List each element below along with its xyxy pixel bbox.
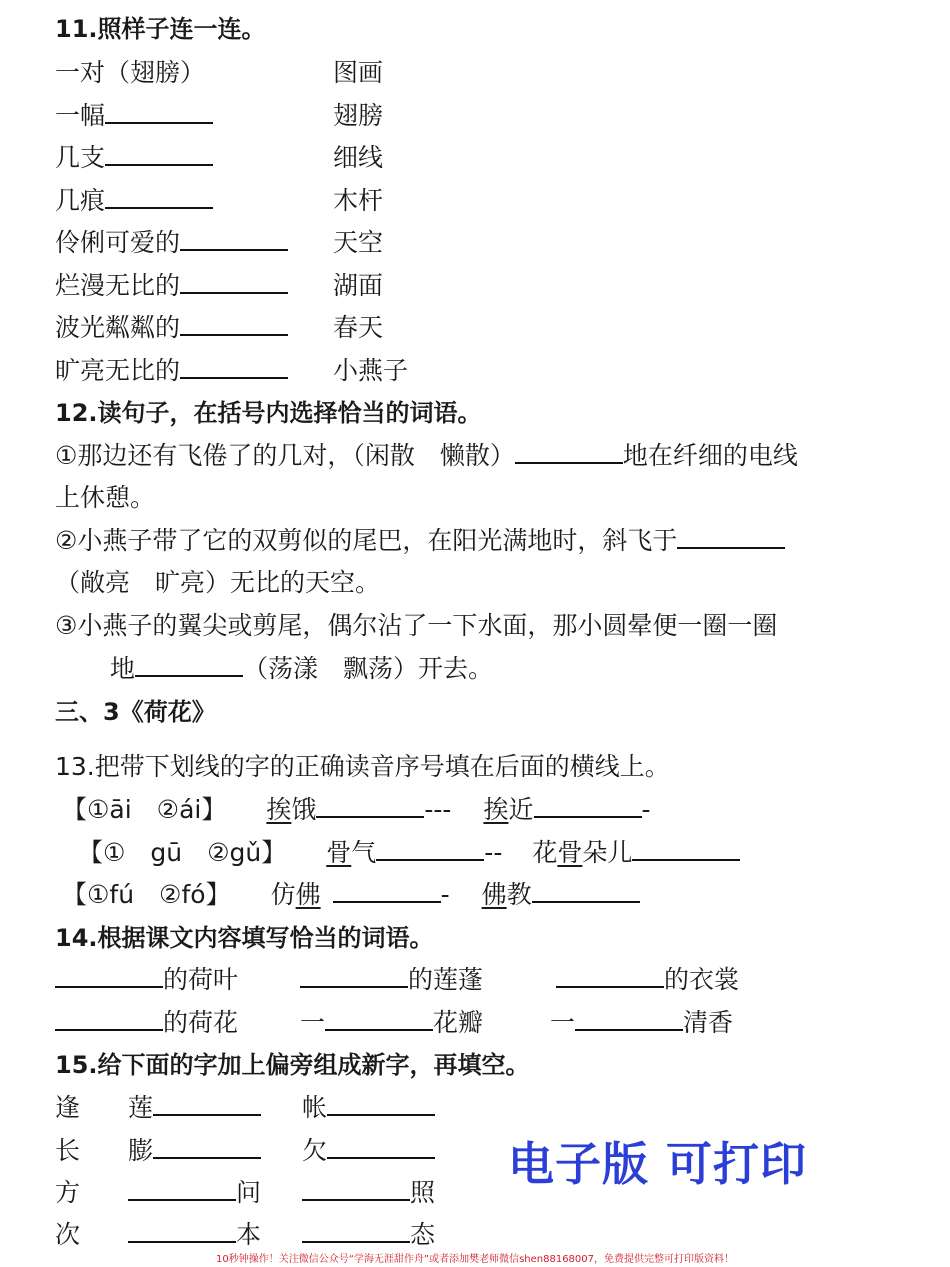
q15-char: 次: [55, 1220, 81, 1249]
q14-item: 的衣裳: [556, 963, 739, 997]
q11-right-item: 春天: [333, 313, 384, 342]
q11-left-item: 一对（翅膀）: [55, 58, 206, 87]
q11-left-item: 一幅: [55, 99, 213, 133]
q14-item: 一 花瓣: [300, 1008, 484, 1037]
q12-title: 12.读句子，在括号内选择恰当的词语。: [55, 399, 482, 427]
q14-item: 的荷花: [55, 1006, 238, 1040]
q15-fill-char: 本: [128, 1218, 261, 1252]
q12-sentence-3: ③小燕子的翼尖或剪尾，偶尔沾了一下水面，那小圆晕便一圈一圈: [55, 611, 778, 640]
footer-note: 10秒钟操作！关注微信公众号“学海无涯甜作舟”或者添加樊老师微信shen88168007，免费提供完整可打印版资料！: [215, 1254, 735, 1265]
q15-char-fill: 膨: [128, 1134, 261, 1168]
q15-char: 逢: [55, 1093, 81, 1122]
q15-char: 方: [55, 1178, 81, 1207]
q13-row-3: 【①fú ②fó】 仿佛 - 佛教: [62, 878, 640, 912]
q11-left-item: 旷亮无比的: [55, 354, 288, 388]
q12-sentence-1: ①那边还有飞倦了的几对，（闲散 懒散） 地在纤细的电线: [55, 441, 798, 470]
q15-char: 长: [55, 1136, 81, 1165]
q12-sentence-1-cont: 上休憩。: [55, 483, 156, 512]
watermark-text: 电子版 可打印: [508, 1137, 808, 1191]
q13-row-2: 【① gū ②gǔ】 骨气 -- 花骨朵儿: [78, 836, 740, 870]
q15-fill-char: 问: [128, 1176, 261, 1210]
q15-char-fill: 莲: [128, 1091, 261, 1125]
q11-title: 11.照样子连一连。: [55, 15, 266, 43]
section-heading: 三、3《荷花》: [55, 698, 216, 726]
q11-left-item: 波光粼粼的: [55, 311, 288, 345]
q12-sentence-3-cont: 地 （荡漾 飘荡）开去。: [110, 654, 494, 683]
q14-item: 一 清香: [550, 1008, 734, 1037]
q11-right-item: 小燕子: [333, 356, 409, 385]
q15-fill-char: 态: [302, 1218, 435, 1252]
q12-sentence-2-cont: （敞亮 旷亮）无比的天空。: [55, 568, 381, 597]
q11-left-item: 几痕: [55, 184, 213, 218]
q11-right-item: 图画: [333, 58, 384, 87]
q11-left-item: 伶俐可爱的: [55, 226, 288, 260]
q11-right-item: 细线: [333, 143, 384, 172]
q15-fill-char: 照: [302, 1176, 435, 1210]
q11-right-item: 天空: [333, 228, 384, 257]
q12-sentence-2: ②小燕子带了它的双剪似的尾巴，在阳光满地时，斜飞于: [55, 524, 785, 558]
q11-left-item: 烂漫无比的: [55, 269, 288, 303]
q11-right-item: 木杆: [333, 186, 384, 215]
q11-right-item: 湖面: [333, 271, 384, 300]
q13-row-1: 【①āi ②ái】 挨饿 --- 挨近 -: [62, 795, 651, 824]
q14-title: 14.根据课文内容填写恰当的词语。: [55, 924, 434, 952]
q15-char-fill: 帐: [302, 1091, 435, 1125]
q14-item: 的莲蓬: [300, 963, 483, 997]
q11-right-item: 翅膀: [333, 101, 384, 130]
q15-char-fill: 欠: [302, 1134, 435, 1168]
q15-title: 15.给下面的字加上偏旁组成新字，再填空。: [55, 1051, 530, 1079]
q11-left-item: 几支: [55, 141, 213, 175]
q14-item: 的荷叶: [55, 963, 238, 997]
q13-title: 13.把带下划线的字的正确读音序号填在后面的横线上。: [55, 752, 670, 781]
